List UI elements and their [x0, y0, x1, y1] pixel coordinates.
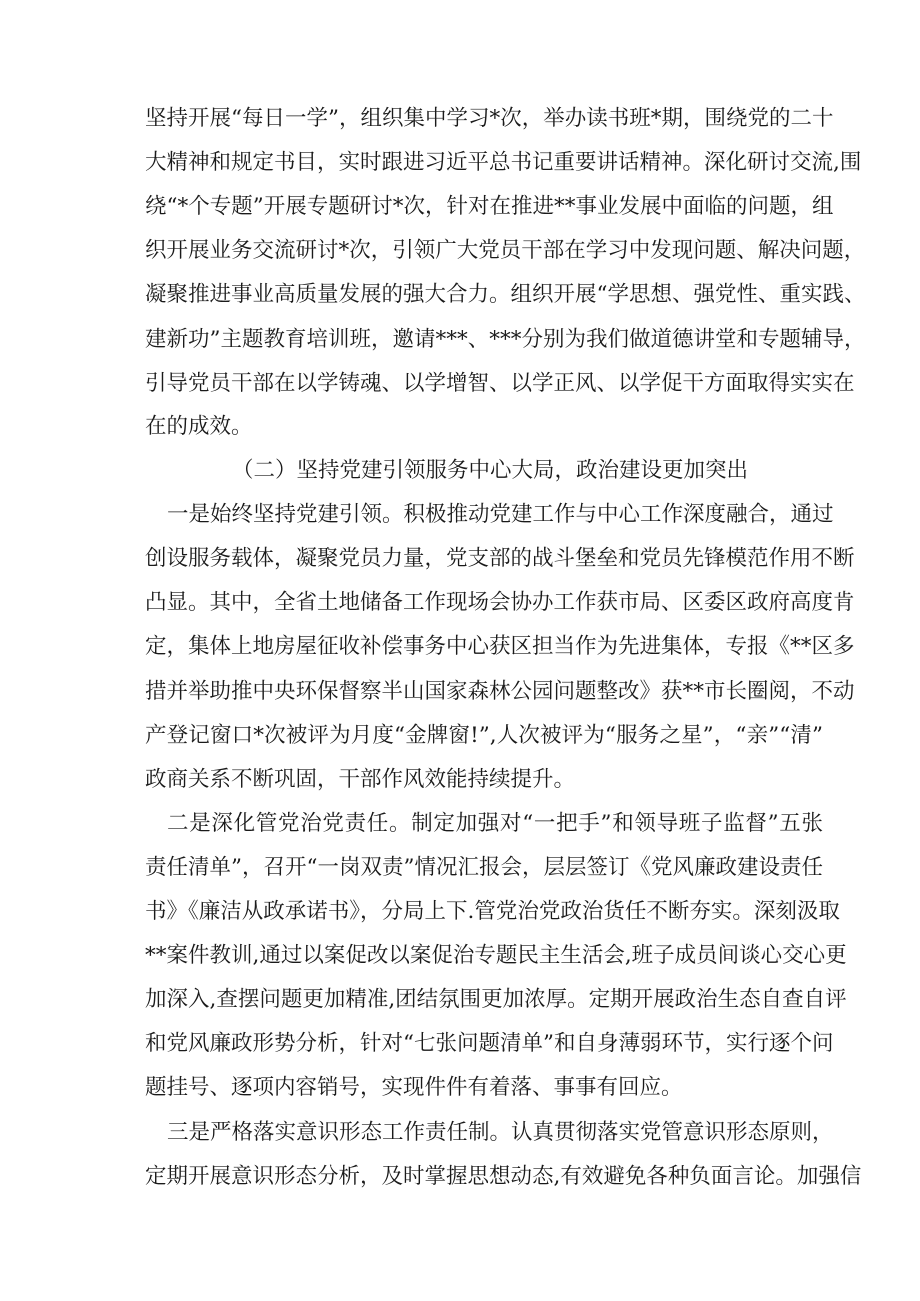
section-heading: （二）坚持党建引领服务中心大局，政治建设更加突出 [232, 458, 749, 483]
body-text-line: 绕“*个专题”开展专题研讨*次，针对在推进**事业发展中面临的问题，组 [145, 194, 834, 219]
body-text-line: 责任清单”，召开“一岗双责”情况汇报会，层层签订《党风廉政建设责任 [145, 855, 823, 880]
body-text-line: 产登记窗口*次被评为月度“金牌窗!”,人次被评为“服务之星”，“亲”“清” [145, 723, 823, 748]
body-text-line: 建新功”主题教育培训班，邀请***、***分别为我们做道德讲堂和专题辅导， [145, 327, 866, 352]
body-text-line: 凸显。其中，全省土地储备工作现场会协办工作获市局、区委区政府高度肯 [145, 590, 855, 615]
body-text-line: **案件教训,通过以案促改以案促治专题民主生活会,班子成员间谈心交心更 [145, 943, 847, 968]
paragraph-first-line: 一是始终坚持党建引领。积极推动党建工作与中心工作深度融合，通过 [167, 502, 834, 527]
body-text-line: 和党风廉政形势分析，针对“七张问题清单”和自身薄弱环节，实行逐个问 [145, 1031, 834, 1056]
body-text-line: 引导党员干部在以学铸魂、以学增智、以学正风、以学促干方面取得实实在 [145, 371, 855, 396]
body-text-line: 定期开展意识形态分析，及时掌握思想动态,有效避免各种负面言论。加强信 [145, 1164, 862, 1189]
body-text-line: 创设服务载体，凝聚党员力量，党支部的战斗堡垒和党员先锋模范作用不断 [145, 546, 855, 571]
body-text-line: 加深入,查摆问题更加精准,团结氛围更加浓厚。定期开展政治生态自查自评 [145, 987, 847, 1012]
body-text-line: 在的成效。 [145, 414, 253, 439]
body-text-line: 凝聚推进事业高质量发展的强大合力。组织开展“学思想、强党性、重实践、 [145, 282, 866, 307]
body-text-line: 题挂号、逐项内容销号，实现件件有着落、事事有回应。 [145, 1075, 683, 1100]
paragraph-first-line: 三是严格落实意识形态工作责任制。认真贯彻落实党管意识形态原则， [167, 1120, 834, 1145]
paragraph-first-line: 二是深化管党治党责任。制定加强对“一把手”和领导班子监督”五张 [167, 811, 823, 836]
body-text-line: 坚持开展“每日一学”，组织集中学习*次，举办读书班*期，围绕党的二十 [145, 106, 834, 131]
body-text-line: 书》《廉洁从政承诺书》，分局上下.管党治党政治货任不断夯实。深刻汲取 [145, 899, 840, 924]
body-text-line: 措并举助推中央环保督察半山国家森林公园问题整改》获**市长圈阅，不动 [145, 679, 855, 704]
body-text-line: 政商关系不断巩固，干部作风效能持续提升。 [145, 767, 576, 792]
body-text-line: 大精神和规定书目，实时跟进习近平总书记重要讲话精神。深化研讨交流,围 [145, 150, 862, 175]
body-text-line: 定，集体上地房屋征收补偿事务中心获区担当作为先进集体，专报《**区多 [145, 634, 855, 659]
body-text-line: 织开展业务交流研讨*次，引领广大党员干部在学习中发现问题、解决问题， [145, 238, 866, 263]
